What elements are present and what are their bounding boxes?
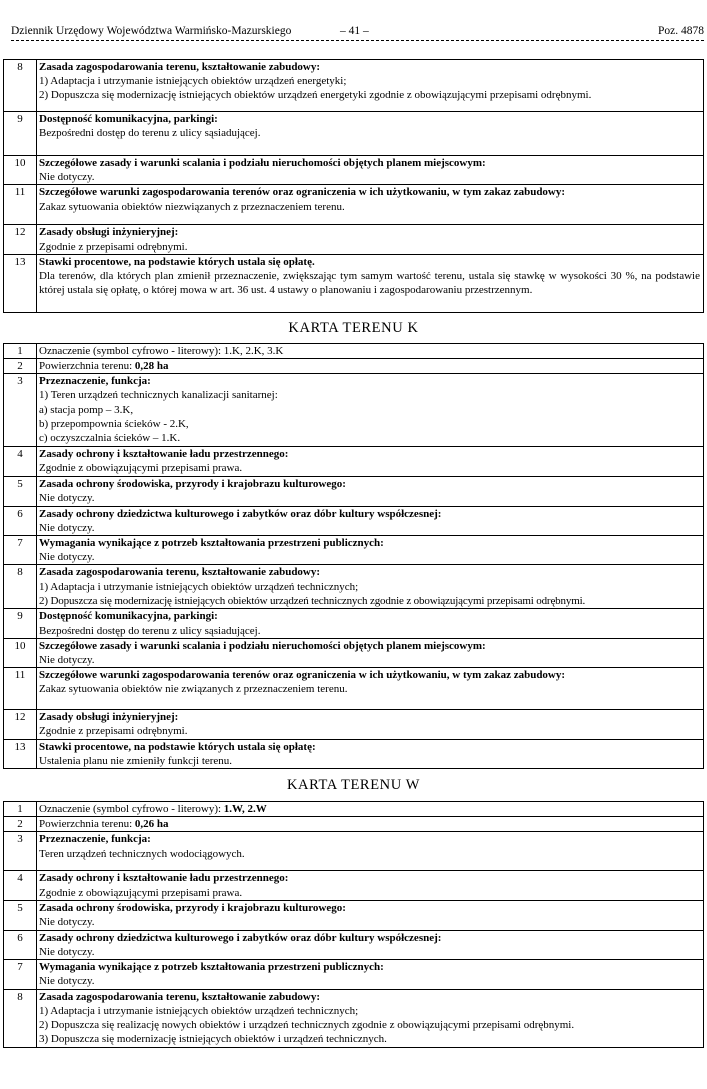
row-line: Nie dotyczy.	[39, 551, 95, 564]
row-number: 4	[4, 447, 37, 476]
table-row	[4, 447, 704, 476]
table-previous-card	[3, 59, 704, 313]
table-row	[4, 739, 704, 768]
row-heading: Zasady ochrony i kształtowanie ładu przestrzennego:	[39, 872, 289, 885]
table-row	[4, 832, 704, 871]
row-number: 13	[4, 739, 37, 768]
row-number: 8	[4, 565, 37, 609]
row-heading: Zasada zagospodarowania terenu, kształtowanie zabudowy:	[39, 566, 321, 579]
table-row	[4, 565, 704, 609]
table-row	[4, 817, 704, 832]
row-content	[37, 185, 704, 225]
row-label: Oznaczenie (symbol cyfrowo - literowy):	[39, 344, 224, 357]
table-row	[4, 536, 704, 565]
row-line: Nie dotyczy.	[39, 916, 95, 929]
journal-title: Dziennik Urzędowy Województwa Warmińsko-Mazurskiego	[11, 25, 292, 37]
section-title-karta-w: KARTA TERENU W	[286, 777, 421, 794]
row-heading: Zasady obsługi inżynieryjnej:	[39, 711, 179, 724]
row-heading: Dostępność komunikacyjna, parkingi:	[39, 610, 218, 623]
table-karta-k	[3, 343, 704, 769]
row-line: Nie dotyczy.	[39, 654, 95, 667]
table-row	[4, 343, 704, 358]
row-content	[37, 960, 704, 989]
table-row	[4, 871, 704, 900]
row-content	[37, 871, 704, 900]
table-row	[4, 506, 704, 535]
row-content	[37, 609, 704, 638]
table-row	[4, 359, 704, 374]
row-heading: Przeznaczenie, funkcja:	[39, 375, 151, 388]
row-line: 1) Adaptacja i utrzymanie istniejących obiektów urządzeń energetyki;	[39, 75, 347, 88]
document-page	[3, 0, 704, 1048]
row-number: 6	[4, 506, 37, 535]
row-heading: Szczegółowe zasady i warunki scalania i podziału nieruchomości objętych planem miejscowym:	[39, 157, 486, 169]
row-number: 8	[4, 60, 37, 112]
row-heading: Zasady obsługi inżynieryjnej:	[39, 226, 179, 239]
row-content	[37, 832, 704, 871]
row-number: 10	[4, 638, 37, 667]
row-line: 2) Dopuszcza się modernizację istniejących obiektów urządzeń energetyki zgodnie z obowiązującymi przepisami odrębnymi.	[39, 89, 592, 102]
row-content	[37, 900, 704, 930]
row-content	[37, 739, 704, 768]
row-line: Nie dotyczy.	[39, 946, 95, 959]
row-number: 6	[4, 930, 37, 959]
row-line: Nie dotyczy.	[39, 171, 95, 184]
row-line: Nie dotyczy.	[39, 521, 95, 534]
table-row	[4, 930, 704, 959]
row-heading: Wymagania wynikające z potrzeb kształtowania przestrzeni publicznych:	[39, 537, 384, 550]
row-line: Bezpośredni dostęp do terenu z ulicy sąsiadującej.	[39, 624, 261, 637]
row-number: 5	[4, 900, 37, 930]
row-number: 7	[4, 960, 37, 989]
row-value: 0,28 ha	[134, 360, 169, 373]
row-content	[37, 359, 704, 374]
row-line: Bezpośredni dostęp do terenu z ulicy sąsiadującej.	[39, 127, 261, 140]
row-heading: Szczegółowe zasady i warunki scalania i podziału nieruchomości objętych planem miejscowym:	[39, 639, 486, 652]
row-line: Nie dotyczy.	[39, 491, 95, 504]
row-heading: Zasada ochrony środowiska, przyrody i krajobrazu kulturowego:	[39, 901, 346, 914]
table-row	[4, 802, 704, 817]
row-content	[37, 476, 704, 506]
row-number: 4	[4, 871, 37, 900]
table-row	[4, 185, 704, 225]
row-number: 10	[4, 156, 37, 185]
row-heading: Wymagania wynikające z potrzeb kształtowania przestrzeni publicznych:	[39, 961, 384, 974]
table-row	[4, 710, 704, 739]
row-label: Powierzchnia terenu:	[39, 360, 135, 373]
row-number: 11	[4, 185, 37, 225]
row-heading: Dostępność komunikacyjna, parkingi:	[39, 113, 218, 125]
row-number: 8	[4, 989, 37, 1047]
row-line: Nie dotyczy.	[39, 975, 95, 988]
row-number: 1	[4, 802, 37, 817]
row-content	[37, 447, 704, 476]
table-row	[4, 156, 704, 185]
row-content	[37, 374, 704, 447]
row-content	[37, 343, 704, 358]
row-content	[37, 60, 704, 112]
row-number: 3	[4, 832, 37, 871]
row-content	[37, 506, 704, 535]
row-number: 5	[4, 476, 37, 506]
row-content	[37, 817, 704, 832]
table-row	[4, 668, 704, 710]
row-number: 9	[4, 609, 37, 638]
row-line: 2) Dopuszcza się realizację nowych obiektów i urządzeń technicznych zgodnie z obowiązującymi przepisami odrębnymi.	[39, 1019, 575, 1032]
page-number: – 41 –	[340, 25, 369, 37]
row-heading: Stawki procentowe, na podstawie których ustala się opłatę:	[39, 740, 316, 753]
row-heading: Zasady ochrony dziedzictwa kulturowego i zabytków oraz dóbr kultury współczesnej:	[39, 507, 442, 520]
row-line: Teren urządzeń technicznych wodociągowych.	[39, 847, 245, 860]
row-line: Zakaz sytuowania obiektów nie związanych z przeznaczeniem terenu.	[39, 683, 348, 696]
page-header	[3, 0, 704, 40]
table-karta-w	[3, 801, 704, 1048]
row-line: 2) Dopuszcza się modernizację istniejących obiektów urządzeń technicznych zgodnie z obowiązującymi przepisami odrębnymi.	[39, 594, 586, 607]
table-row	[4, 989, 704, 1047]
row-content	[37, 254, 704, 312]
row-heading: Szczegółowe warunki zagospodarowania terenów oraz ograniczenia w ich użytkowaniu, w tym zakaz zabudowy:	[39, 669, 566, 682]
row-content	[37, 802, 704, 817]
row-heading: Szczegółowe warunki zagospodarowania terenów oraz ograniczenia w ich użytkowaniu, w tym zakaz zabudowy:	[39, 186, 566, 199]
row-heading: Zasada ochrony środowiska, przyrody i krajobrazu kulturowego:	[39, 477, 346, 490]
table-row	[4, 225, 704, 254]
row-line: 1) Adaptacja i utrzymanie istniejących obiektów urządzeń technicznych;	[39, 580, 359, 593]
row-line: Ustalenia planu nie zmieniły funkcji terenu.	[39, 754, 233, 767]
row-content	[37, 930, 704, 959]
row-content	[37, 156, 704, 185]
row-line: Zgodnie z przepisami odrębnymi.	[39, 725, 188, 738]
row-line: Zgodnie z obowiązującymi przepisami prawa.	[39, 886, 243, 899]
row-value: 0,26 ha	[134, 818, 169, 831]
table-row	[4, 254, 704, 312]
row-line: Zgodnie z obowiązującymi przepisami prawa.	[39, 462, 243, 475]
row-content	[37, 668, 704, 710]
row-content	[37, 225, 704, 254]
row-line: a) stacja pomp – 3.K,	[39, 403, 134, 416]
row-value: 1.K, 2.K, 3.K	[223, 344, 284, 357]
row-line: c) oczyszczalnia ścieków – 1.K.	[39, 432, 181, 445]
table-row	[4, 112, 704, 156]
row-heading: Zasada zagospodarowania terenu, kształtowanie zabudowy:	[39, 61, 321, 73]
row-number: 2	[4, 817, 37, 832]
row-heading: Zasady ochrony i kształtowanie ładu przestrzennego:	[39, 448, 289, 461]
row-heading: Zasada zagospodarowania terenu, kształtowanie zabudowy:	[39, 990, 321, 1003]
row-content	[37, 565, 704, 609]
row-number: 3	[4, 374, 37, 447]
row-number: 13	[4, 254, 37, 312]
row-content	[37, 638, 704, 667]
row-line: Zgodnie z przepisami odrębnymi.	[39, 240, 188, 253]
table-row	[4, 609, 704, 638]
row-line: b) przepompownia ścieków - 2.K,	[39, 417, 189, 430]
table-row	[4, 476, 704, 506]
header-rule	[11, 40, 704, 41]
row-heading: Zasady ochrony dziedzictwa kulturowego i zabytków oraz dóbr kultury współczesnej:	[39, 931, 442, 944]
row-number: 12	[4, 225, 37, 254]
row-label: Oznaczenie (symbol cyfrowo - literowy):	[39, 803, 224, 816]
table-row	[4, 60, 704, 112]
row-content	[37, 536, 704, 565]
row-heading: Stawki procentowe, na podstawie których ustala się opłatę.	[39, 255, 315, 268]
row-line: Zakaz sytuowania obiektów niezwiązanych z przeznaczeniem terenu.	[39, 200, 345, 213]
row-number: 2	[4, 359, 37, 374]
row-value: 1.W, 2.W	[223, 803, 267, 816]
table-row	[4, 638, 704, 667]
row-number: 12	[4, 710, 37, 739]
row-line: 3) Dopuszcza się modernizację istniejących obiektów i urządzeń technicznych.	[39, 1033, 387, 1046]
row-line: 1) Teren urządzeń technicznych kanalizacji sanitarnej:	[39, 389, 278, 402]
row-number: 7	[4, 536, 37, 565]
row-heading: Przeznaczenie, funkcja:	[39, 833, 151, 846]
row-number: 9	[4, 112, 37, 156]
table-row	[4, 960, 704, 989]
row-line: 1) Adaptacja i utrzymanie istniejących obiektów urządzeń technicznych;	[39, 1004, 359, 1017]
table-row	[4, 374, 704, 447]
row-line: Dla terenów, dla których plan zmienił przeznaczenie, zwiększając tym samym wartość terenu, ustala się stawkę w wysokości 30 %, na podstawie której ustala się opłatę, o której mowa w art. 36 ust. 4 ustawy o planowaniu i zagospodarowaniu przestrzennym.	[39, 270, 700, 297]
position-number: Poz. 4878	[658, 25, 704, 37]
row-number: 11	[4, 668, 37, 710]
row-content	[37, 989, 704, 1047]
row-number: 1	[4, 343, 37, 358]
table-row	[4, 900, 704, 930]
section-title-karta-k: KARTA TERENU K	[288, 319, 419, 336]
row-content	[37, 710, 704, 739]
row-content	[37, 112, 704, 156]
row-label: Powierzchnia terenu:	[39, 818, 135, 831]
